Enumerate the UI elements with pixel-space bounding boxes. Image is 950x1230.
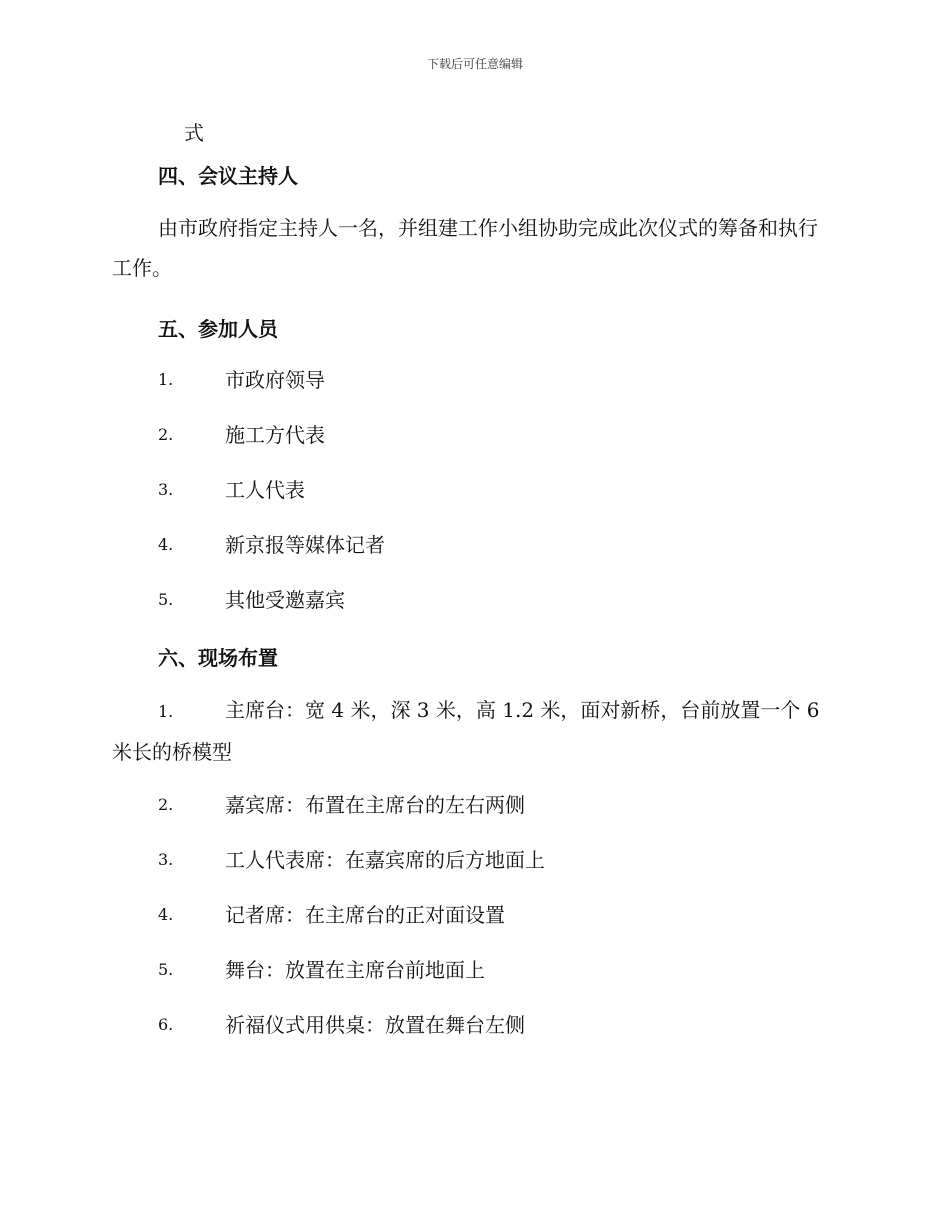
list-item — [0, 840, 950, 880]
section-heading-host: 四、会议主持人 — [158, 164, 298, 188]
list-item — [0, 1005, 950, 1045]
list-item-number: 1. — [158, 702, 174, 721]
list-item-text: 其他受邀嘉宾 — [225, 588, 345, 612]
list-item-text: 市政府领导 — [225, 368, 325, 392]
list-item-number: 1. — [158, 370, 174, 389]
list-item-number: 5. — [158, 590, 174, 609]
list-item-text: 主席台：宽 4 米，深 3 米，高 1.2 米，面对新桥，台前放置一个 6 米长的桥模型 — [112, 698, 820, 764]
list-item-number: 4. — [158, 905, 174, 924]
list-item-number: 3. — [158, 480, 174, 499]
list-item — [0, 360, 950, 400]
list-item-number: 3. — [158, 850, 174, 869]
list-item-number: 2. — [158, 795, 174, 814]
list-item — [112, 690, 834, 772]
list-item-number: 6. — [158, 1015, 174, 1034]
list-item-text: 记者席：在主席台的正对面设置 — [225, 903, 505, 927]
section-heading-attendees: 五、参加人员 — [158, 317, 278, 341]
list-item — [0, 895, 950, 935]
list-item-text: 祈福仪式用供桌：放置在舞台左侧 — [225, 1013, 525, 1037]
list-item — [0, 470, 950, 510]
host-paragraph — [112, 208, 832, 288]
section-heading-layout: 六、现场布置 — [158, 646, 278, 670]
list-item-text: 工人代表席：在嘉宾席的后方地面上 — [225, 848, 545, 872]
list-item — [0, 525, 950, 565]
list-item-text: 新京报等媒体记者 — [225, 533, 385, 557]
list-item-text: 施工方代表 — [225, 423, 325, 447]
list-item-text: 工人代表 — [225, 478, 305, 502]
list-item-number: 4. — [158, 535, 174, 554]
list-item-number: 2. — [158, 425, 174, 444]
list-item-number: 5. — [158, 960, 174, 979]
list-item — [0, 785, 950, 825]
page-header: 下载后可任意编辑 — [426, 57, 523, 71]
list-item — [0, 950, 950, 990]
list-item — [0, 580, 950, 620]
list-item-text: 舞台：放置在主席台前地面上 — [225, 958, 485, 982]
continued-text-fragment: 式 — [184, 121, 204, 145]
host-paragraph-text: 由市政府指定主持人一名，并组建工作小组协助完成此次仪式的筹备和执行工作。 — [112, 216, 818, 280]
list-item — [0, 415, 950, 455]
list-item-text: 嘉宾席：布置在主席台的左右两侧 — [225, 793, 525, 817]
